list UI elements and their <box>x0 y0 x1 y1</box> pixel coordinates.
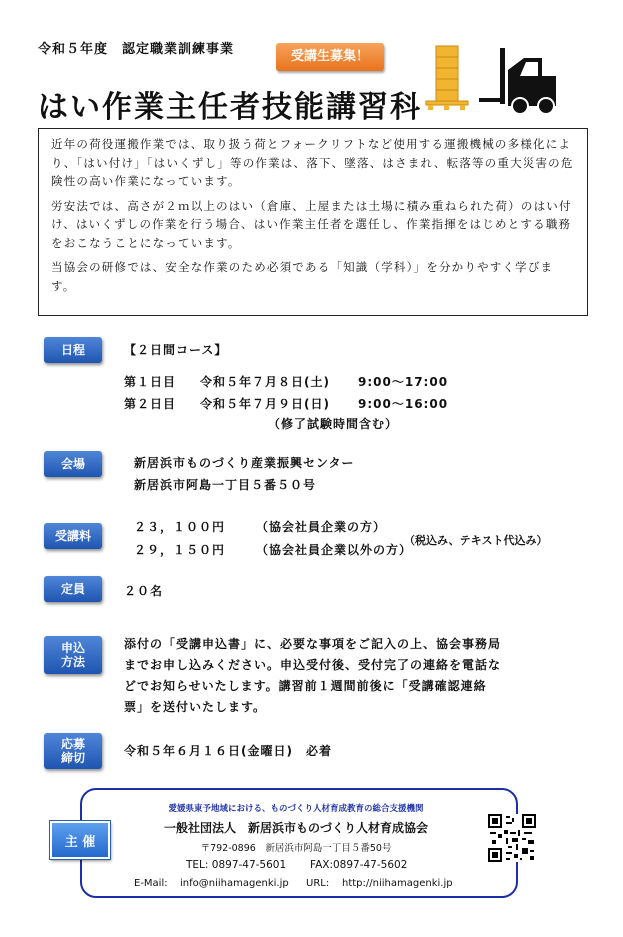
day2-time: 9:00～16:00 <box>358 397 449 411</box>
organizer-tel: TEL: 0897-47-5601 <box>186 859 287 871</box>
intro-paragraph-2: 労安法では、高さが２ｍ以上のはい（倉庫、上屋または土場に積み重ねられた荷）のはい付け、はいくずしの作業を行う場合、はい作業主任者を選任し、作業指揮をはじめとする職務をおこなうことになっています。 <box>51 198 572 250</box>
venue-label: 会場 <box>44 451 102 477</box>
application-label-line1: 申込 <box>60 641 85 655</box>
email-label: E-Mail: <box>134 878 168 889</box>
page-title: はい作業主任者技能講習科 <box>38 90 422 125</box>
intro-paragraph-1: 近年の荷役運搬作業では、取り扱う荷とフォークリフトなど使用する運搬機械の多様化により、「はい付け」「はいくずし」等の作業は、落下、墜落、はさまれ、転落等の重大災害の危険性の高い作業になっています。 <box>51 137 574 188</box>
day1-date: 令和５年７月８日(土) <box>200 375 330 389</box>
application-line3: どでお知らせいたします。講習前１週間前後に「受講確認連絡 <box>124 679 487 693</box>
deadline-label <box>44 733 102 769</box>
fee-label: 受講料 <box>44 523 102 549</box>
day2-date: 令和５年７月９日(日) <box>200 397 330 411</box>
recruit-badge: 受講生募集！ <box>276 43 384 71</box>
schedule-label: 日程 <box>44 337 102 363</box>
url-label: URL: <box>306 878 330 889</box>
fee-member-note: （協会社員企業の方） <box>256 520 387 534</box>
application-label <box>44 636 102 674</box>
organizer-url[interactable]: http://niihamagenki.jp <box>342 878 453 889</box>
capacity-label: 定員 <box>44 576 102 602</box>
fee-nonmember-note: （協会社員企業以外の方） <box>256 543 413 557</box>
deadline-label-line2: 締切 <box>60 751 85 765</box>
application-line1: 添付の「受講申込書」に、必要な事項をご記入の上、協会事務局 <box>124 637 502 651</box>
venue-address: 新居浜市阿島一丁目５番５０号 <box>134 478 317 492</box>
forklift-icon <box>424 40 564 116</box>
organizer-email[interactable]: info@niihamagenki.jp <box>180 878 289 889</box>
application-line4: 票」を送付いたします。 <box>124 700 267 714</box>
venue-name: 新居浜市ものづくり産業振興センター <box>134 456 355 470</box>
course-length: 【２日間コース】 <box>124 343 228 357</box>
fee-tax-note: （税込み、テキスト代込み） <box>404 534 548 547</box>
intro-box <box>38 128 588 316</box>
qr-code[interactable] <box>488 814 536 862</box>
program-subtitle: 令和５年度 認定職業訓練事業 <box>38 42 235 57</box>
fee-member: ２３，１００円 <box>134 520 226 534</box>
application-label-line2: 方法 <box>60 655 85 669</box>
day2-label: 第２日目 <box>124 397 177 411</box>
deadline-value: 令和５年６月１６日(金曜日) 必着 <box>124 744 332 758</box>
organizer-name: 一般社団法人 新居浜市ものづくり人材育成協会 <box>163 821 428 835</box>
organizer-fax: FAX:0897-47-5602 <box>310 859 408 871</box>
application-line2: までお申し込みください。申込受付後、受付完了の連絡を電話な <box>124 658 502 672</box>
organizer-tagline: 愛媛県東予地域における、ものづくり人材育成教育の総合支援機関 <box>168 804 424 814</box>
exam-note: （修了試験時間含む） <box>268 417 399 431</box>
capacity-value: ２０名 <box>124 584 164 598</box>
fee-nonmember: ２９，１５０円 <box>134 543 226 557</box>
day1-label: 第１日目 <box>124 375 177 389</box>
intro-paragraph-3: 当協会の研修では、安全な作業のため必須である「知識（学科）」を分かりやすく学びます。 <box>51 260 554 293</box>
day1-time: 9:00～17:00 <box>358 375 449 389</box>
organizer-postal: 〒792-0896 新居浜市阿島一丁目５番50号 <box>200 843 392 854</box>
deadline-label-line1: 応募 <box>60 737 85 751</box>
organizer-label: 主 催 <box>50 821 110 859</box>
